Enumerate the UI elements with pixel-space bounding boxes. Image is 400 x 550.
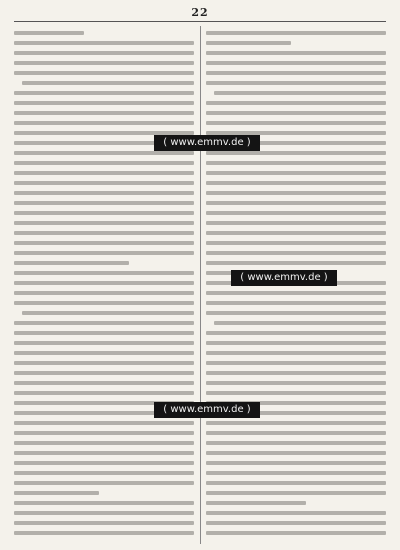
text-line-placeholder — [14, 91, 194, 95]
text-line-placeholder — [14, 321, 194, 325]
text-line-placeholder — [14, 511, 194, 515]
column-divider — [200, 26, 201, 544]
watermark-banner: ( www.emmv.de ) — [154, 402, 260, 418]
text-line-placeholder — [206, 301, 386, 305]
text-line-placeholder — [214, 91, 386, 95]
text-line-placeholder — [206, 341, 386, 345]
text-line-placeholder — [206, 351, 386, 355]
text-line-placeholder — [14, 121, 194, 125]
text-line-placeholder — [14, 531, 194, 535]
text-line-placeholder — [14, 51, 194, 55]
text-line-placeholder — [206, 161, 386, 165]
text-line-placeholder — [14, 191, 194, 195]
text-line-placeholder — [206, 211, 386, 215]
text-line-placeholder — [206, 381, 386, 385]
text-line-placeholder — [14, 381, 194, 385]
text-line-placeholder — [14, 471, 194, 475]
text-line-placeholder — [206, 61, 386, 65]
text-line-placeholder — [14, 71, 194, 75]
text-line-placeholder — [206, 331, 386, 335]
text-line-placeholder — [206, 251, 386, 255]
text-line-placeholder — [14, 261, 129, 265]
text-line-placeholder — [206, 511, 386, 515]
text-line-placeholder — [14, 221, 194, 225]
text-line-placeholder — [14, 251, 194, 255]
text-line-placeholder — [206, 421, 386, 425]
text-line-placeholder — [14, 301, 194, 305]
header-rule — [14, 21, 386, 22]
text-line-placeholder — [206, 111, 386, 115]
text-line-placeholder — [14, 501, 194, 505]
watermark-banner: ( www.emmv.de ) — [231, 270, 337, 286]
text-line-placeholder — [14, 271, 194, 275]
text-line-placeholder — [206, 201, 386, 205]
text-line-placeholder — [14, 31, 84, 35]
text-line-placeholder — [206, 441, 386, 445]
text-line-placeholder — [14, 491, 99, 495]
text-line-placeholder — [14, 441, 194, 445]
text-line-placeholder — [214, 321, 386, 325]
text-line-placeholder — [14, 111, 194, 115]
text-line-placeholder — [206, 481, 386, 485]
text-line-placeholder — [206, 431, 386, 435]
text-line-placeholder — [206, 311, 386, 315]
text-line-placeholder — [14, 351, 194, 355]
text-line-placeholder — [14, 281, 194, 285]
text-line-placeholder — [206, 121, 386, 125]
text-line-placeholder — [14, 431, 194, 435]
text-line-placeholder — [14, 361, 194, 365]
text-line-placeholder — [206, 361, 386, 365]
text-line-placeholder — [206, 261, 386, 265]
text-line-placeholder — [14, 241, 194, 245]
text-line-placeholder — [14, 341, 194, 345]
page-number: 22 — [191, 6, 209, 19]
watermark-banner: ( www.emmv.de ) — [154, 135, 260, 151]
text-line-placeholder — [206, 521, 386, 525]
text-line-placeholder — [206, 51, 386, 55]
text-line-placeholder — [14, 331, 194, 335]
text-line-placeholder — [206, 471, 386, 475]
text-line-placeholder — [206, 291, 386, 295]
text-line-placeholder — [206, 491, 386, 495]
text-line-placeholder — [14, 391, 194, 395]
text-line-placeholder — [14, 171, 194, 175]
text-line-placeholder — [206, 531, 386, 535]
text-line-placeholder — [206, 241, 386, 245]
text-line-placeholder — [206, 451, 386, 455]
text-line-placeholder — [206, 501, 306, 505]
text-line-placeholder — [14, 291, 194, 295]
text-line-placeholder — [14, 151, 194, 155]
text-line-placeholder — [206, 71, 386, 75]
text-line-placeholder — [206, 101, 386, 105]
text-line-placeholder — [14, 421, 194, 425]
text-line-placeholder — [14, 41, 194, 45]
text-line-placeholder — [206, 171, 386, 175]
text-line-placeholder — [14, 461, 194, 465]
text-line-placeholder — [14, 521, 194, 525]
text-line-placeholder — [14, 201, 194, 205]
text-line-placeholder — [206, 151, 386, 155]
text-line-placeholder — [14, 101, 194, 105]
text-line-placeholder — [206, 221, 386, 225]
text-column-left — [14, 28, 194, 543]
text-line-placeholder — [14, 451, 194, 455]
text-line-placeholder — [14, 481, 194, 485]
text-line-placeholder — [206, 181, 386, 185]
text-line-placeholder — [14, 231, 194, 235]
text-line-placeholder — [206, 371, 386, 375]
text-line-placeholder — [206, 231, 386, 235]
text-line-placeholder — [14, 371, 194, 375]
text-line-placeholder — [206, 81, 386, 85]
text-line-placeholder — [14, 211, 194, 215]
text-line-placeholder — [206, 461, 386, 465]
text-line-placeholder — [206, 391, 386, 395]
text-line-placeholder — [22, 81, 194, 85]
text-line-placeholder — [206, 31, 386, 35]
text-line-placeholder — [14, 161, 194, 165]
text-line-placeholder — [14, 181, 194, 185]
text-line-placeholder — [206, 191, 386, 195]
text-line-placeholder — [22, 311, 194, 315]
text-line-placeholder — [14, 61, 194, 65]
text-line-placeholder — [206, 41, 291, 45]
